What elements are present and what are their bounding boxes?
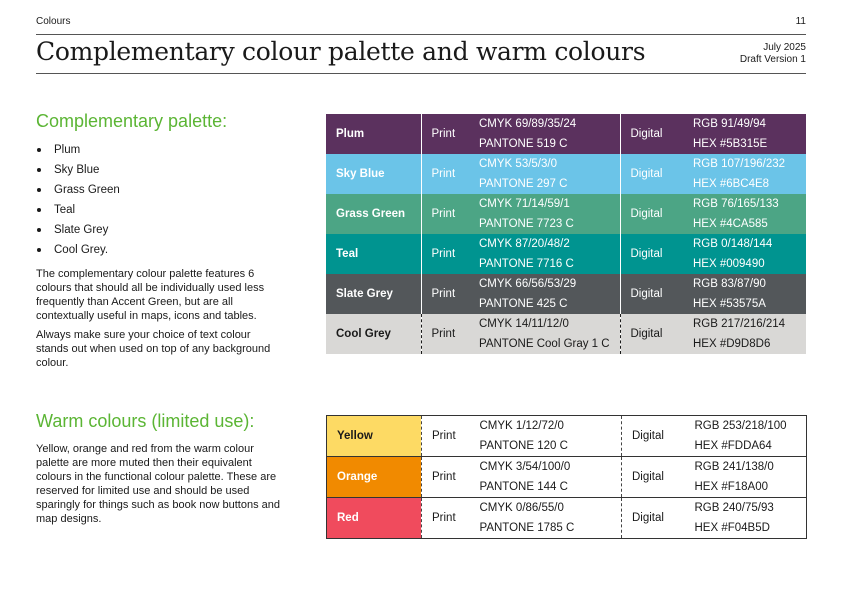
complementary-list-item: Teal [36, 200, 286, 220]
print-label-cell: Print [421, 154, 469, 194]
hex-value: HEX #53575A [693, 298, 766, 310]
digital-label-cell: Digital [620, 114, 683, 154]
colour-row [326, 114, 806, 154]
colour-row [326, 194, 806, 234]
document-date: July 2025 [763, 42, 806, 53]
colour-name-cell: Orange [327, 457, 422, 498]
hex-value: HEX #5B315E [693, 138, 768, 150]
complementary-list-item: Sky Blue [36, 160, 286, 180]
cmyk-value: CMYK 66/56/53/29 [479, 278, 577, 290]
rgb-value: RGB 76/165/133 [693, 198, 779, 210]
page-title: Complementary colour palette and warm colours [36, 37, 646, 66]
warm-colour-row [327, 457, 807, 498]
cmyk-value: CMYK 1/12/72/0 [479, 420, 564, 432]
complementary-list-item: Plum [36, 140, 286, 160]
hex-value: HEX #FDDA64 [694, 440, 772, 452]
print-label-cell: Print [421, 274, 469, 314]
print-label-cell: Print [422, 457, 470, 498]
pantone-value: PANTONE 7723 C [479, 218, 574, 230]
colour-name-cell: Grass Green [336, 208, 406, 220]
digital-values-cell [685, 498, 807, 539]
print-label-cell: Print [421, 194, 469, 234]
pantone-value: PANTONE Cool Gray 1 C [479, 338, 610, 350]
digital-label-cell: Digital [620, 314, 683, 354]
rgb-value: RGB 241/138/0 [694, 461, 774, 473]
cmyk-value: CMYK 14/11/12/0 [479, 318, 569, 330]
colour-row [326, 234, 806, 274]
colour-name-cell: Yellow [327, 416, 422, 457]
digital-label-cell: Digital [622, 416, 685, 457]
header-top-rule [36, 34, 806, 35]
colour-name-cell: Teal [336, 248, 359, 260]
pantone-value: PANTONE 425 C [479, 298, 568, 310]
digital-label-cell: Digital [620, 274, 683, 314]
digital-values-cell [683, 154, 806, 194]
complementary-colour-table [326, 114, 806, 354]
rgb-value: RGB 253/218/100 [694, 420, 787, 432]
print-values-cell [469, 234, 620, 274]
digital-values-cell [683, 114, 806, 154]
colour-name-cell: Sky Blue [336, 168, 385, 180]
hex-value: HEX #D9D8D6 [693, 338, 771, 350]
pantone-value: PANTONE 1785 C [479, 522, 575, 534]
complementary-list-item: Slate Grey [36, 220, 286, 240]
print-label-cell: Print [422, 498, 470, 539]
print-values-cell [469, 314, 620, 354]
cmyk-value: CMYK 53/5/3/0 [479, 158, 557, 170]
print-label-cell: Print [421, 234, 469, 274]
rgb-value: RGB 83/87/90 [693, 278, 766, 290]
cmyk-value: CMYK 87/20/48/2 [479, 238, 570, 250]
warm-colour-row [327, 416, 807, 457]
rgb-value: RGB 240/75/93 [694, 502, 774, 514]
digital-values-cell [683, 314, 806, 354]
rgb-value: RGB 217/216/214 [693, 318, 786, 330]
colour-name-cell: Slate Grey [336, 288, 393, 300]
print-values-cell [470, 416, 622, 457]
warm-heading: Warm colours (limited use): [36, 411, 255, 431]
digital-values-cell [685, 416, 807, 457]
rgb-value: RGB 91/49/94 [693, 118, 766, 130]
complementary-paragraph-2: Always make sure your choice of text colour stands out when used on top of any background colour. [36, 329, 271, 369]
warm-paragraph: Yellow, orange and red from the warm colour palette are more muted then their equivalent colours in the functional colour palette. These are reserved for limited use and should be used sparingly for things such as book now buttons and map designs. [36, 443, 280, 525]
digital-label-cell: Digital [622, 457, 685, 498]
warm-colour-table [326, 415, 807, 539]
cmyk-value: CMYK 71/14/59/1 [479, 198, 570, 210]
pantone-value: PANTONE 120 C [479, 440, 568, 452]
digital-label-cell: Digital [622, 498, 685, 539]
header-bottom-rule [36, 73, 806, 74]
hex-value: HEX #F18A00 [694, 481, 769, 493]
hex-value: HEX #009490 [693, 258, 765, 270]
digital-label-cell: Digital [620, 194, 683, 234]
digital-label-cell: Digital [620, 234, 683, 274]
rgb-value: RGB 107/196/232 [693, 158, 786, 170]
hex-value: HEX #F04B5D [694, 522, 770, 534]
warm-colour-row [327, 498, 807, 539]
pantone-value: PANTONE 297 C [479, 178, 568, 190]
cmyk-value: CMYK 3/54/100/0 [479, 461, 571, 473]
print-values-cell [470, 457, 622, 498]
hex-value: HEX #4CA585 [693, 218, 768, 230]
section-label: Colours [36, 16, 71, 27]
print-values-cell [470, 498, 622, 539]
complementary-heading: Complementary palette: [36, 111, 228, 131]
print-values-cell [469, 194, 620, 234]
digital-label-cell: Digital [620, 154, 683, 194]
page-number: 11 [795, 16, 806, 27]
colour-row [326, 154, 806, 194]
complementary-list-item: Grass Green [36, 180, 286, 200]
digital-values-cell [683, 194, 806, 234]
digital-values-cell [683, 234, 806, 274]
colour-name-cell: Plum [336, 128, 365, 140]
print-values-cell [469, 154, 620, 194]
print-label-cell: Print [421, 114, 469, 154]
document-version: Draft Version 1 [739, 54, 806, 65]
pantone-value: PANTONE 144 C [479, 481, 568, 493]
digital-values-cell [685, 457, 807, 498]
cmyk-value: CMYK 0/86/55/0 [479, 502, 564, 514]
colour-row [326, 314, 806, 354]
colour-name-cell: Cool Grey [336, 328, 391, 340]
colour-name-cell: Red [327, 498, 422, 539]
print-values-cell [469, 114, 620, 154]
complementary-list [36, 140, 286, 260]
digital-values-cell [683, 274, 806, 314]
print-label-cell: Print [422, 416, 470, 457]
print-values-cell [469, 274, 620, 314]
complementary-section [36, 111, 286, 370]
hex-value: HEX #6BC4E8 [693, 178, 770, 190]
complementary-paragraph-1: The complementary colour palette features 6 colours that should all be individually used less frequently than Accent Green, but are all contextually useful in maps, icons and tables. [36, 268, 265, 322]
document-meta [740, 42, 806, 66]
print-label-cell: Print [421, 314, 469, 354]
warm-section [36, 411, 286, 526]
complementary-list-item: Cool Grey. [36, 240, 286, 260]
cmyk-value: CMYK 69/89/35/24 [479, 118, 577, 130]
pantone-value: PANTONE 519 C [479, 138, 568, 150]
pantone-value: PANTONE 7716 C [479, 258, 574, 270]
rgb-value: RGB 0/148/144 [693, 238, 773, 250]
colour-row [326, 274, 806, 314]
